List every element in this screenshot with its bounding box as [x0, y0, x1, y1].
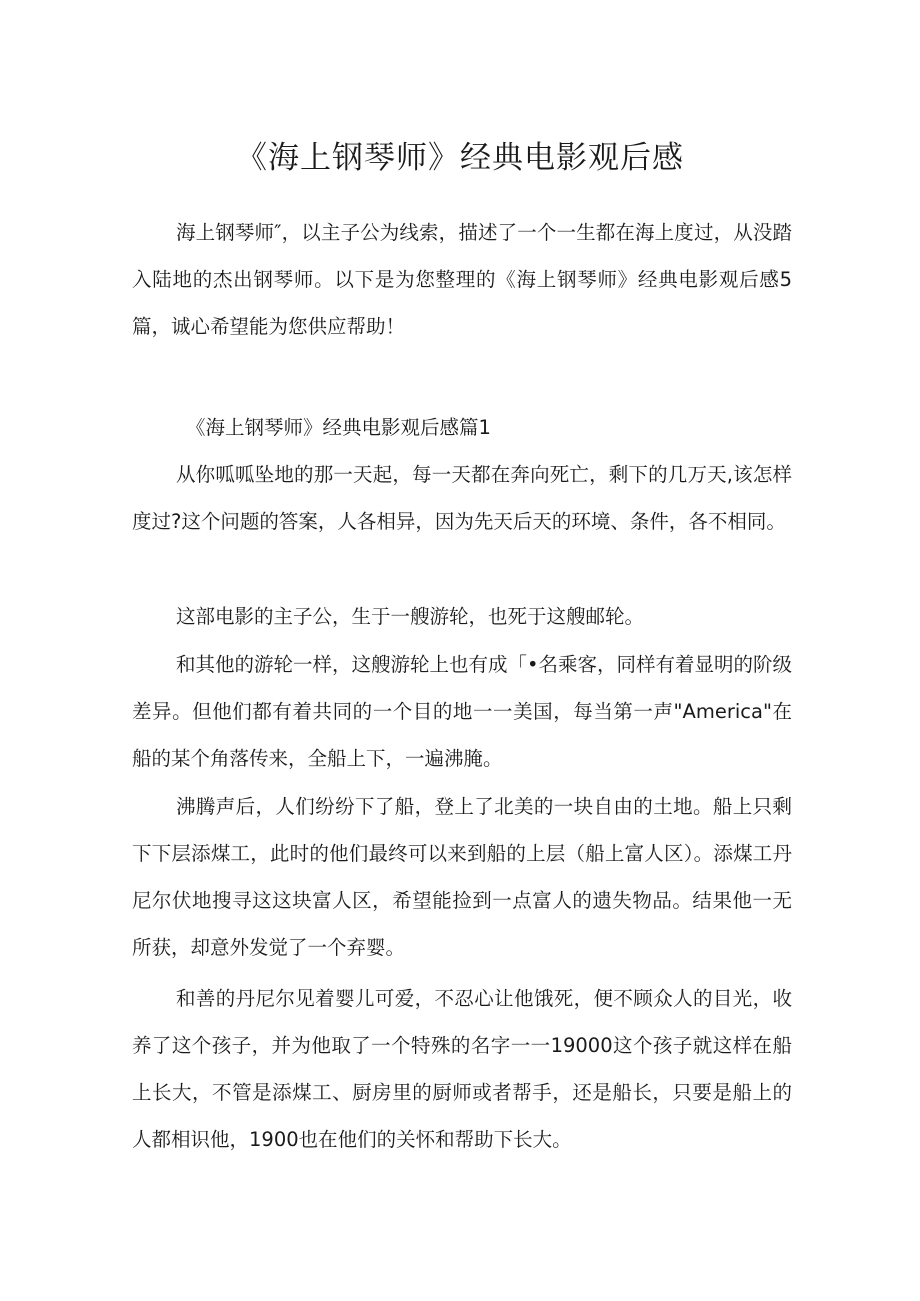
paragraph-1: 从你呱呱坠地的那一天起，每一天都在奔向死亡，剩下的几万天,该怎样度过?这个问题的答案，人各相异，因为先天后天的环境、条件，各不相同。 [132, 463, 792, 533]
intro-paragraph: 海上钢琴师″，以主子公为线索，描述了一个一生都在海上度过，从没踏入陆地的杰出钢琴师。以下是为您整理的《海上钢琴师》经典电影观后感5篇，诚心希望能为您供应帮助！ [132, 221, 792, 338]
paragraph-4: 沸腾声后，人们纷纷下了船，登上了北美的一块自由的土地。船上只剩下下层添煤工，此时的他们最终可以来到船的上层（船上富人区）。添煤工丹尼尔伏地搜寻这这块富人区，希望能捡到一点富人的遗失物品。结果他一无所获，却意外发觉了一个弃婴。 [132, 795, 792, 959]
paragraph-2: 这部电影的主子公，生于一艘游轮，也死于这艘邮轮。 [176, 605, 645, 628]
document-title: 《海上钢琴师》经典电影观后感 [236, 140, 684, 176]
paragraph-3: 和其他的游轮一样，这艘游轮上也有成「•名乘客，同样有着显明的阶级差异。但他们都有着共同的一个目的地一一美国，每当第一声"America"在船的某个角落传来，全船上下，一遍沸腌。 [132, 653, 793, 770]
section-heading: 《海上钢琴师》经典电影观后感篇1 [186, 416, 491, 439]
paragraph-5: 和善的丹尼尔见着婴儿可爱，不忍心让他饿死，便不顾众人的目光，收养了这个孩子，并为他取了一个特殊的名字一一19000这个孩子就这样在船上长大，不管是添煤工、厨房里的厨师或者帮手，还是船长，只要是船上的人都相识他，1900也在他们的关怀和帮助下长大。 [132, 987, 792, 1151]
